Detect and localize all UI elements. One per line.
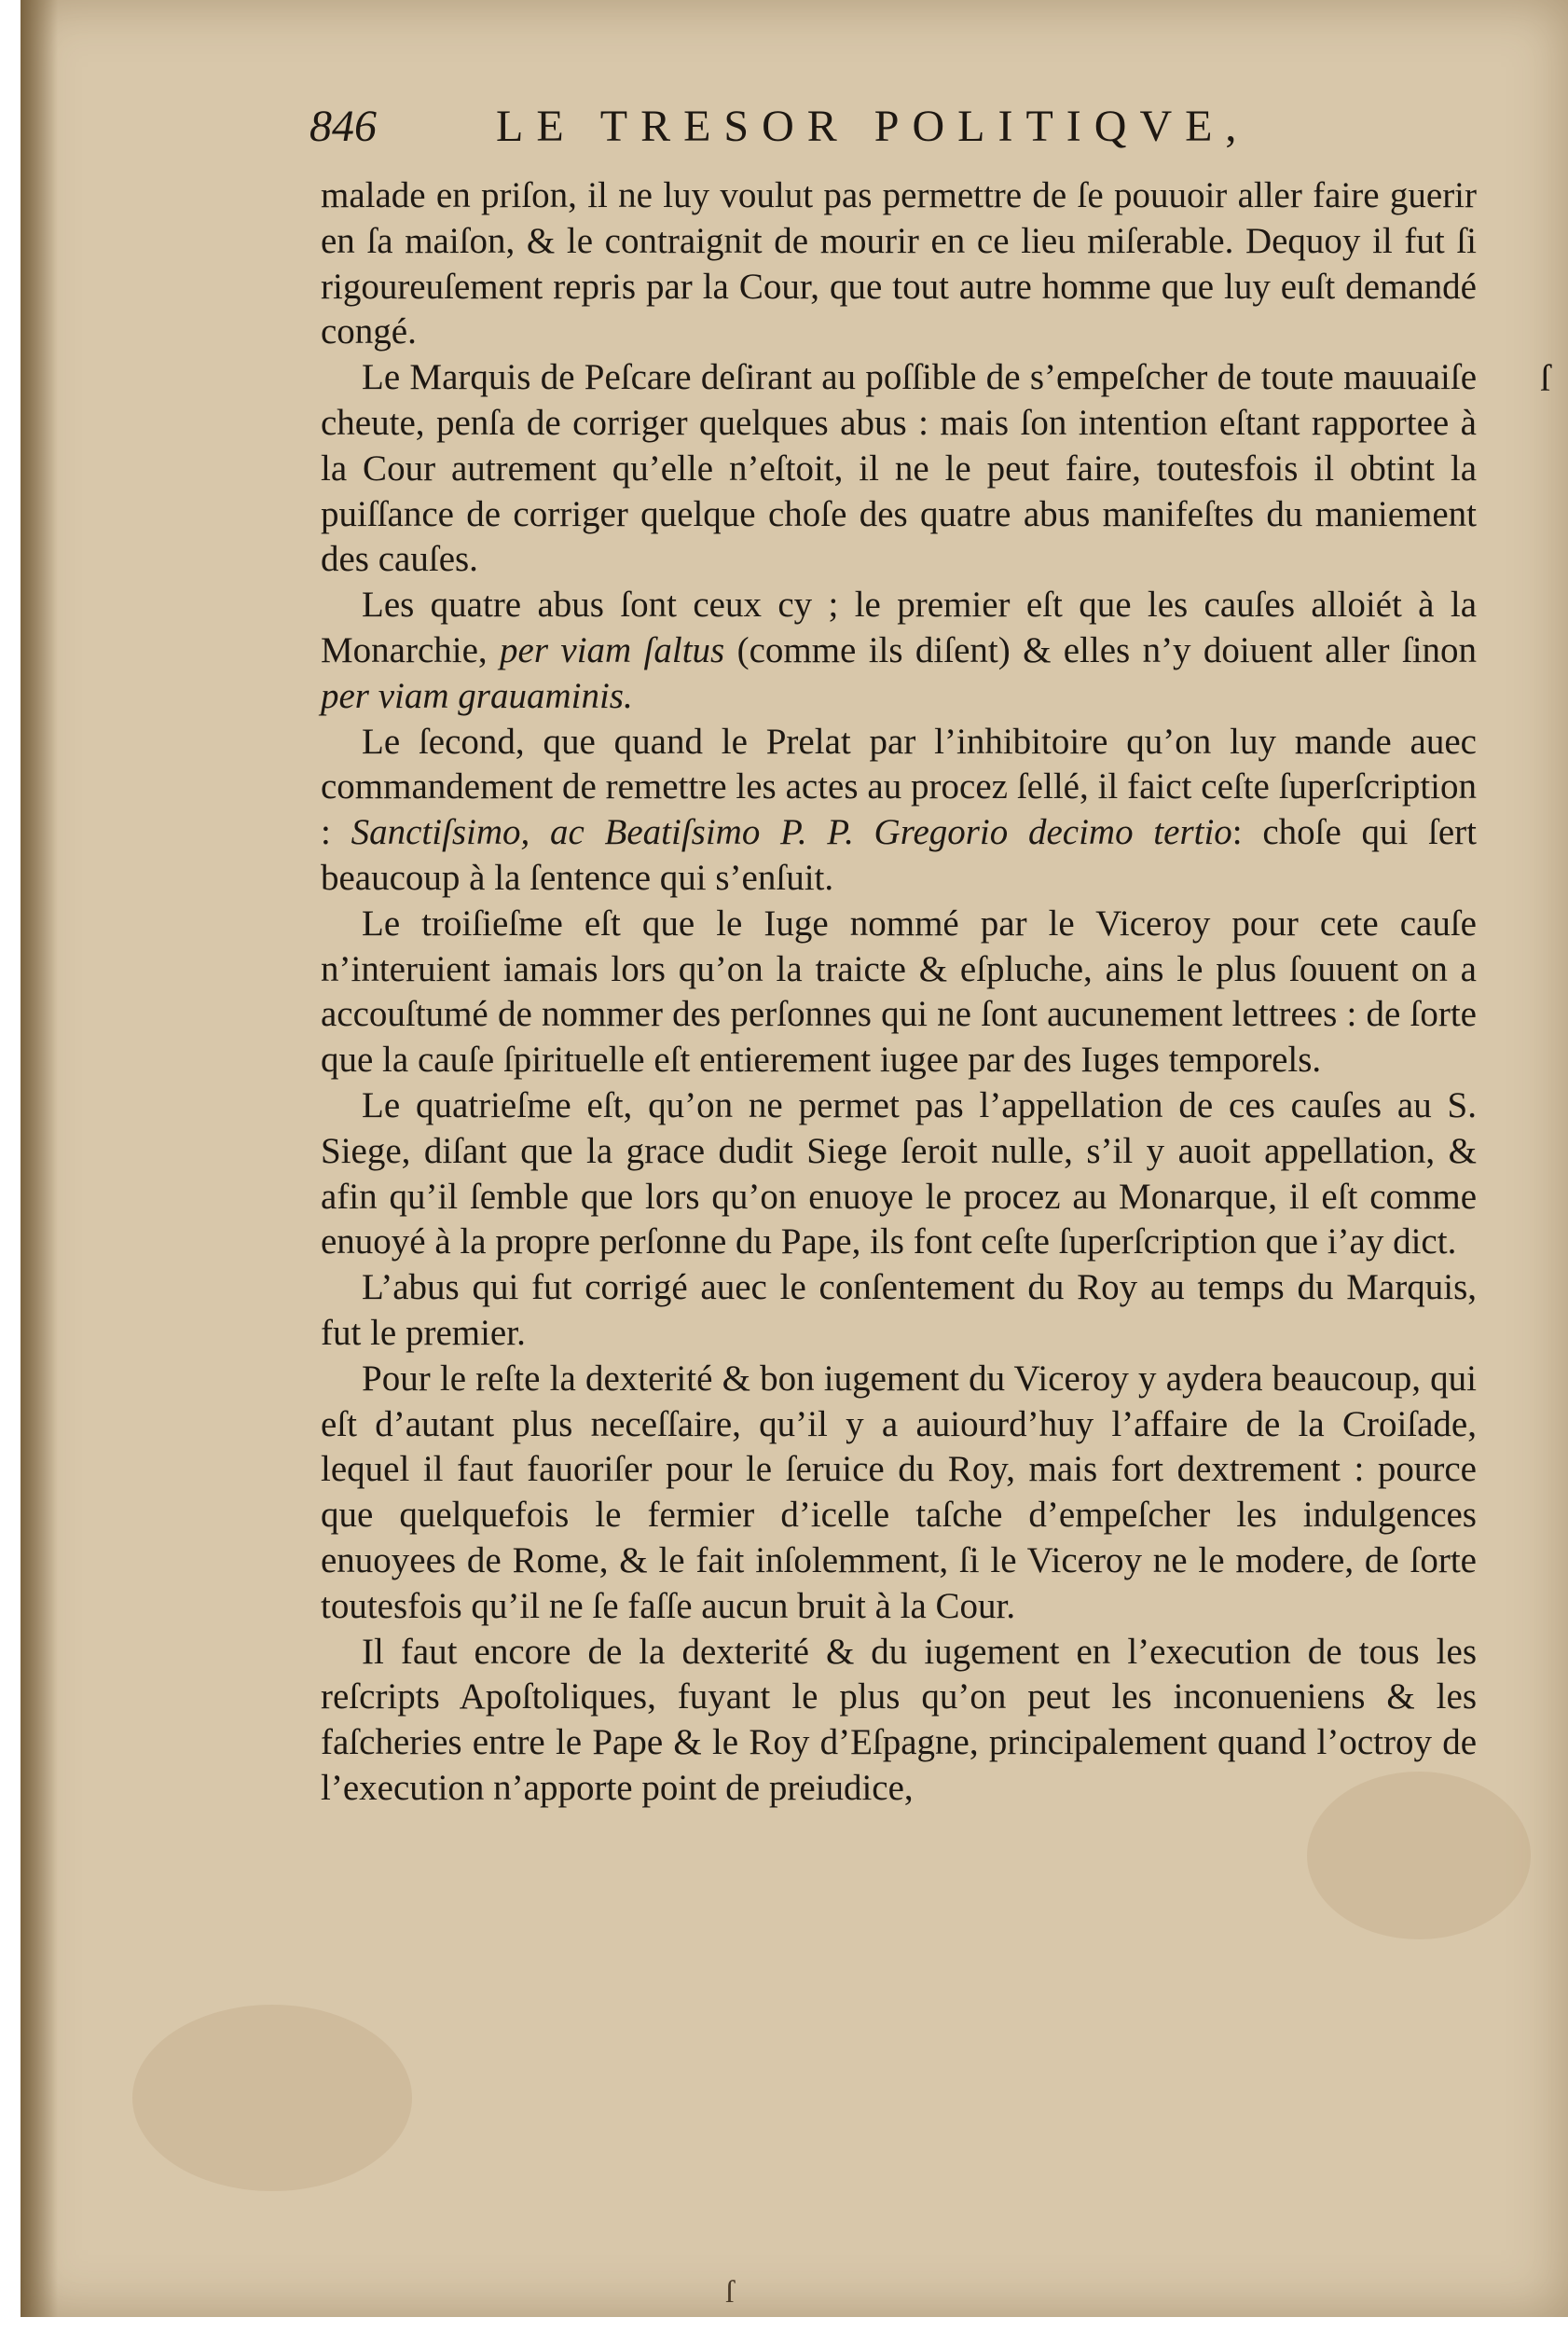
page-gutter-shadow xyxy=(21,0,58,2317)
paragraph-text: : choſe qui ſert beaucoup à la ſentence qui s’enſuit. xyxy=(321,812,1478,898)
paragraph-text: (comme ils diſent) & elles n’y doiuent aller ſinon xyxy=(736,629,1478,670)
paragraph: L’abus qui fut corrigé auec le conſentement du Roy au temps du Marquis, fut le premier. xyxy=(321,1267,1477,1353)
paragraph: Le Marquis de Peſcare deſirant au poſſible de s’empeſcher de toute mauuaiſe cheute, penſa de corriger quelques abus : mais ſon intention eſtant rapportee à la Cour autrement qu’elle n’eſtoit, il ne le peut faire, toutesfois il obtint la puiſſance de corriger quelque choſe des quatre abus manifeſtes du maniement des cauſes. xyxy=(321,357,1477,580)
paragraph: Le quatrieſme eſt, qu’on ne permet pas l’appellation de ces cauſes au S. Siege, diſant que la grace dudit Siege ſeroit nulle, s’il y auoit appellation, & afin qu’il ſemble que lors qu’on enuoye le procez au Monarque, il eſt comme enuoyé à la propre perſonne du Pape, ils font ceſte ſuperſcription que i’ay dict. xyxy=(321,1084,1477,1262)
book-page xyxy=(21,0,1568,2317)
margin-annotation: ſ xyxy=(1540,357,1551,399)
paragraph: Pour le reſte la dexterité & bon iugement du Viceroy y aydera beaucoup, qui eſt d’autant plus neceſſaire, qu’il y a auiourd’huy l’affaire de la Croiſade, lequel il faut fauoriſer pour le ſeruice du Roy, mais fort dextrement : pource que quelquefois le fermier d’icelle taſche d’empeſcher les indulgences enuoyees de Rome, & le fait inſolemment, ſi le Viceroy ne le modere, de ſorte toutesfois qu’il ne ſe faſſe aucun bruit à la Cour. xyxy=(321,1358,1477,1626)
paragraph: Le troiſieſme eſt que le Iuge nommé par le Viceroy pour cete cauſe n’interuient iamais lors qu’on la traicte & eſpluche, ains le plus ſouuent on a accouſtumé de nommer des perſonnes qui ne ſont aucunement lettrees : de ſorte que la cauſe ſpirituelle eſt entierement iugee par des Iuges temporels. xyxy=(321,903,1477,1081)
body-text xyxy=(321,173,1477,1812)
paragraph: malade en priſon, il ne luy voulut pas permettre de ſe pouuoir aller faire guerir en ſa maiſon, & le contraignit de mourir en ce lieu miſerable. Dequoy il fut ſi rigoureuſement repris par la Cour, que tout autre homme que luy euſt demandé congé. xyxy=(321,175,1477,352)
latin-phrase: per viam grauaminis. xyxy=(321,675,633,716)
running-title: LE TRESOR POLITIQVE, xyxy=(496,102,1250,151)
paragraph-text: Les quatre abus ſont ceux cy ; le premier eſt que les cauſes alloiét à la Monarchie, xyxy=(321,585,1477,670)
page-number: 846 xyxy=(309,102,377,151)
running-head xyxy=(291,101,1503,166)
paper-stain xyxy=(132,2005,412,2191)
latin-phrase: per viam ſaltus xyxy=(500,629,725,670)
latin-phrase: Sanctiſsimo, ac Beatiſsimo P. P. Gregorio decimo tertio xyxy=(351,812,1232,853)
bottom-mark: ſ xyxy=(725,2275,735,2310)
paragraph-text: Le ſecond, que quand le Prelat par l’inhibitoire qu’on luy mande auec commandement de remettre les actes au procez ſellé, il faict ceſte ſuperſcription : xyxy=(321,721,1477,853)
paragraph xyxy=(321,720,1477,902)
paragraph: Il faut encore de la dexterité & du iugement en l’execution de tous les reſcripts Apoſtoliques, fuyant le plus qu’on peut les inconueniens & les faſcheries entre le Pape & le Roy d’Eſpagne, principalement quand l’octroy de l’execution n’apporte point de preiudice, xyxy=(321,1631,1477,1808)
paragraph xyxy=(321,583,1477,719)
